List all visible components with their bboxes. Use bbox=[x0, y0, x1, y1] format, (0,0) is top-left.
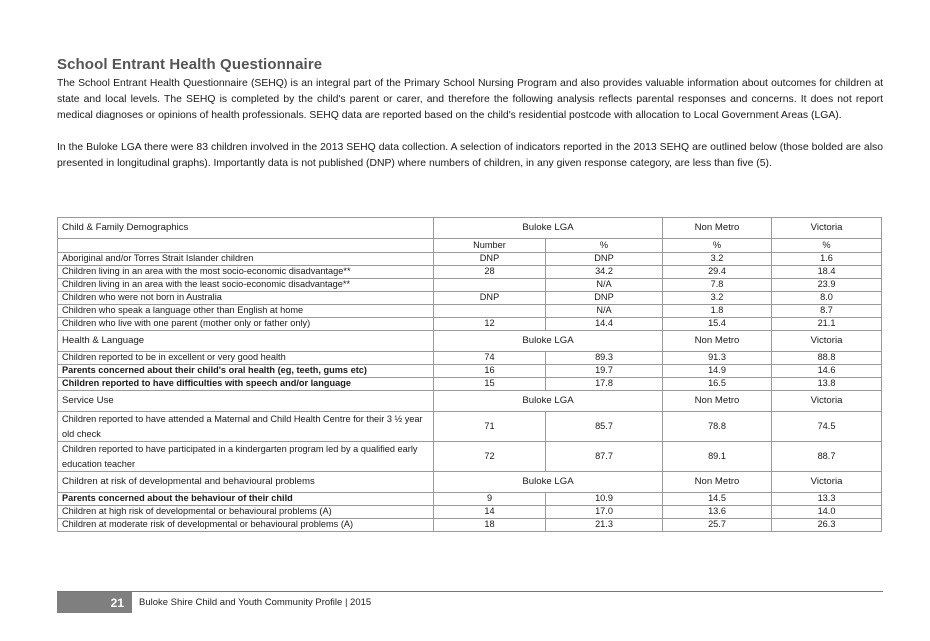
table-row bbox=[58, 352, 882, 365]
nonmetro-percent: 7.8 bbox=[663, 279, 772, 292]
buloke-number: 12 bbox=[434, 318, 546, 331]
indicator-label: Children who live with one parent (mother only or father only) bbox=[58, 318, 434, 331]
victoria-percent: 21.1 bbox=[772, 318, 882, 331]
section-header-row bbox=[58, 391, 882, 412]
section-heading: School Entrant Health Questionnaire bbox=[57, 56, 323, 73]
column-header-nonmetro: Non Metro bbox=[663, 218, 772, 239]
table-row bbox=[58, 305, 882, 318]
nonmetro-percent: 78.8 bbox=[663, 412, 772, 442]
buloke-number: 28 bbox=[434, 266, 546, 279]
buloke-number: 15 bbox=[434, 378, 546, 391]
buloke-number: 71 bbox=[434, 412, 546, 442]
nonmetro-percent: 14.5 bbox=[663, 493, 772, 506]
section-heading-cell: Health & Language bbox=[58, 331, 434, 352]
table-row bbox=[58, 253, 882, 266]
indicator-label: Children living in an area with the least socio-economic disadvantage** bbox=[58, 279, 434, 292]
victoria-percent: 1.6 bbox=[772, 253, 882, 266]
victoria-percent: 23.9 bbox=[772, 279, 882, 292]
buloke-number bbox=[434, 279, 546, 292]
indicator-label: Children at high risk of developmental or behavioural problems (A) bbox=[58, 506, 434, 519]
victoria-percent: 88.8 bbox=[772, 352, 882, 365]
buloke-percent: 89.3 bbox=[546, 352, 663, 365]
victoria-percent: 74.5 bbox=[772, 412, 882, 442]
buloke-percent: N/A bbox=[546, 305, 663, 318]
buloke-number: 14 bbox=[434, 506, 546, 519]
sehq-table-body bbox=[58, 218, 882, 532]
collection-paragraph: In the Buloke LGA there were 83 children involved in the 2013 SEHQ data collection. A selection of indicators reported in the 2013 SEHQ are outlined below (those bolded are also presented in longitudinal graphs). Importantly data is not published (DNP) where numbers of children, in any given response category, are less than five (5). bbox=[57, 141, 883, 169]
indicator-label: Children reported to be in excellent or very good health bbox=[58, 352, 434, 365]
indicator-label: Children reported to have attended a Maternal and Child Health Centre for their 3 ½ year old check bbox=[58, 412, 434, 442]
indicator-label: Children living in an area with the most socio-economic disadvantage** bbox=[58, 266, 434, 279]
unit-number: Number bbox=[434, 239, 546, 253]
table-row bbox=[58, 506, 882, 519]
section-header-row bbox=[58, 331, 882, 352]
column-header-nonmetro: Non Metro bbox=[663, 472, 772, 493]
buloke-percent: 17.0 bbox=[546, 506, 663, 519]
nonmetro-percent: 16.5 bbox=[663, 378, 772, 391]
nonmetro-percent: 13.6 bbox=[663, 506, 772, 519]
nonmetro-percent: 1.8 bbox=[663, 305, 772, 318]
table-row bbox=[58, 442, 882, 472]
table-row bbox=[58, 493, 882, 506]
section-heading-cell: Service Use bbox=[58, 391, 434, 412]
indicator-label: Parents concerned about the behaviour of their child bbox=[58, 493, 434, 506]
nonmetro-percent: 29.4 bbox=[663, 266, 772, 279]
table-row bbox=[58, 266, 882, 279]
nonmetro-percent: 15.4 bbox=[663, 318, 772, 331]
victoria-percent: 8.0 bbox=[772, 292, 882, 305]
victoria-percent: 18.4 bbox=[772, 266, 882, 279]
nonmetro-percent: 89.1 bbox=[663, 442, 772, 472]
table-row bbox=[58, 519, 882, 532]
page-content bbox=[57, 56, 883, 172]
table-row bbox=[58, 292, 882, 305]
column-header-victoria: Victoria bbox=[772, 331, 882, 352]
units-blank-cell bbox=[58, 239, 434, 253]
column-header-nonmetro: Non Metro bbox=[663, 391, 772, 412]
column-header-victoria: Victoria bbox=[772, 218, 882, 239]
victoria-percent: 13.3 bbox=[772, 493, 882, 506]
column-header-buloke: Buloke LGA bbox=[434, 331, 663, 352]
buloke-number: DNP bbox=[434, 292, 546, 305]
buloke-percent: 14.4 bbox=[546, 318, 663, 331]
units-row bbox=[58, 239, 882, 253]
victoria-percent: 8.7 bbox=[772, 305, 882, 318]
table-row bbox=[58, 318, 882, 331]
nonmetro-percent: 3.2 bbox=[663, 292, 772, 305]
buloke-number: DNP bbox=[434, 253, 546, 266]
buloke-percent: 85.7 bbox=[546, 412, 663, 442]
footer-text: Buloke Shire Child and Youth Community Profile | 2015 bbox=[139, 597, 372, 608]
indicator-label: Children who speak a language other than English at home bbox=[58, 305, 434, 318]
sehq-table bbox=[57, 217, 882, 532]
buloke-percent: 10.9 bbox=[546, 493, 663, 506]
buloke-number: 74 bbox=[434, 352, 546, 365]
indicator-label: Children at moderate risk of developmental or behavioural problems (A) bbox=[58, 519, 434, 532]
nonmetro-percent: 91.3 bbox=[663, 352, 772, 365]
victoria-percent: 14.6 bbox=[772, 365, 882, 378]
section-heading-cell: Children at risk of developmental and behavioural problems bbox=[58, 472, 434, 493]
table-row bbox=[58, 365, 882, 378]
column-header-buloke: Buloke LGA bbox=[434, 391, 663, 412]
victoria-percent: 13.8 bbox=[772, 378, 882, 391]
unit-percent-nonmetro: % bbox=[663, 239, 772, 253]
nonmetro-percent: 3.2 bbox=[663, 253, 772, 266]
page-number-box bbox=[57, 592, 132, 613]
buloke-percent: 19.7 bbox=[546, 365, 663, 378]
column-header-nonmetro: Non Metro bbox=[663, 331, 772, 352]
indicator-label: Children reported to have difficulties with speech and/or language bbox=[58, 378, 434, 391]
unit-percent-buloke: % bbox=[546, 239, 663, 253]
table-row bbox=[58, 279, 882, 292]
column-header-buloke: Buloke LGA bbox=[434, 472, 663, 493]
buloke-number: 9 bbox=[434, 493, 546, 506]
buloke-number bbox=[434, 305, 546, 318]
nonmetro-percent: 14.9 bbox=[663, 365, 772, 378]
buloke-number: 18 bbox=[434, 519, 546, 532]
victoria-percent: 88.7 bbox=[772, 442, 882, 472]
table-row bbox=[58, 412, 882, 442]
column-header-buloke: Buloke LGA bbox=[434, 218, 663, 239]
victoria-percent: 26.3 bbox=[772, 519, 882, 532]
indicator-label: Children reported to have participated in a kindergarten program led by a qualified early education teacher bbox=[58, 442, 434, 472]
intro-paragraph: The School Entrant Health Questionnaire (SEHQ) is an integral part of the Primary School Nursing Program and also provides valuable information about outcomes for children at state and local levels. The SEHQ is completed by the child's parent or carer, and therefore the following analysis reflects parental responses and concerns. It does not report medical diagnoses or opinions of health professionals. SEHQ data are reported based on the child's residential postcode with allocation to Local Government Areas (LGA). bbox=[57, 78, 883, 122]
buloke-number: 16 bbox=[434, 365, 546, 378]
indicator-label: Parents concerned about their child's oral health (eg, teeth, gums etc) bbox=[58, 365, 434, 378]
buloke-percent: 21.3 bbox=[546, 519, 663, 532]
table-row bbox=[58, 378, 882, 391]
buloke-percent: 34.2 bbox=[546, 266, 663, 279]
buloke-number: 72 bbox=[434, 442, 546, 472]
column-header-victoria: Victoria bbox=[772, 391, 882, 412]
victoria-percent: 14.0 bbox=[772, 506, 882, 519]
indicator-label: Children who were not born in Australia bbox=[58, 292, 434, 305]
section-header-row bbox=[58, 218, 882, 239]
buloke-percent: DNP bbox=[546, 253, 663, 266]
buloke-percent: N/A bbox=[546, 279, 663, 292]
page-footer bbox=[57, 591, 883, 613]
section-header-row bbox=[58, 472, 882, 493]
nonmetro-percent: 25.7 bbox=[663, 519, 772, 532]
unit-percent-victoria: % bbox=[772, 239, 882, 253]
buloke-percent: 87.7 bbox=[546, 442, 663, 472]
page-number: 21 bbox=[110, 596, 124, 610]
column-header-victoria: Victoria bbox=[772, 472, 882, 493]
buloke-percent: DNP bbox=[546, 292, 663, 305]
indicator-label: Aboriginal and/or Torres Strait Islander children bbox=[58, 253, 434, 266]
buloke-percent: 17.8 bbox=[546, 378, 663, 391]
section-heading-cell: Child & Family Demographics bbox=[58, 218, 434, 239]
footer-rule bbox=[57, 591, 883, 592]
